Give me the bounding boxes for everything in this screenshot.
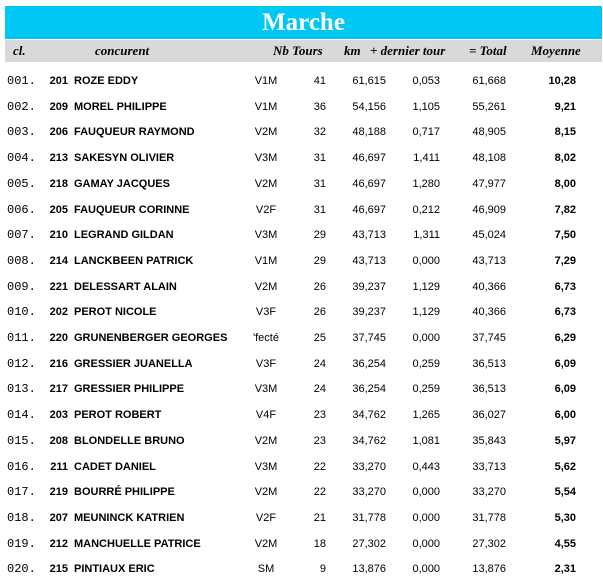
bib-number-cell: 207 (49, 511, 68, 524)
table-row (0, 250, 603, 275)
competitor-name-cell: GRESSIER JUANELLA (74, 357, 193, 370)
average-cell: 6,73 (554, 280, 576, 293)
laps-cell: 22 (313, 460, 326, 473)
category-cell: SM (257, 563, 275, 576)
rank-cell: 015. (7, 433, 36, 448)
laps-cell: 36 (313, 100, 326, 113)
rank-cell: 002. (7, 99, 36, 114)
laps-cell: 31 (313, 152, 326, 165)
average-cell: 5,54 (554, 486, 576, 499)
category-cell: V3M (254, 152, 278, 165)
laps-cell: 21 (313, 511, 326, 524)
total-cell: 33,713 (472, 460, 506, 473)
bib-number-cell: 206 (49, 126, 68, 139)
total-cell: 48,108 (472, 152, 506, 165)
bib-number-cell: 210 (49, 229, 68, 242)
last-lap-cell: 0,259 (412, 357, 440, 370)
competitor-name-cell: FAUQUEUR CORINNE (74, 203, 190, 216)
total-cell: 55,261 (472, 100, 506, 113)
table-row (0, 96, 603, 121)
last-lap-cell: 0,000 (412, 511, 440, 524)
last-lap-cell: 0,053 (412, 75, 440, 87)
average-cell: 8,00 (554, 177, 576, 190)
header-rank: cl. (13, 43, 26, 58)
category-cell: V2M (254, 126, 278, 139)
km-cell: 33,270 (352, 486, 386, 499)
last-lap-cell: 0,443 (412, 460, 440, 473)
rank-cell: 005. (7, 176, 36, 191)
laps-cell: 29 (313, 229, 326, 242)
last-lap-cell: 1,105 (412, 100, 440, 113)
laps-cell: 29 (313, 254, 326, 267)
total-cell: 40,366 (472, 280, 506, 293)
km-cell: 46,697 (352, 177, 386, 190)
bib-number-cell: 217 (49, 383, 68, 396)
total-cell: 46,909 (472, 203, 506, 216)
last-lap-cell: 1,265 (412, 409, 440, 422)
category-cell: V2M (254, 177, 278, 190)
competitor-name-cell: CADET DANIEL (74, 460, 156, 473)
page-title: Marche (262, 8, 345, 36)
average-cell: 4,55 (554, 537, 576, 550)
total-cell: 43,713 (472, 254, 506, 267)
km-cell: 43,713 (352, 254, 386, 267)
competitor-name-cell: PEROT ROBERT (74, 409, 162, 422)
category-cell: V4F (255, 409, 277, 422)
average-cell: 5,30 (554, 511, 576, 524)
laps-cell: 41 (313, 75, 326, 87)
rank-cell: 009. (7, 279, 36, 294)
average-cell: 7,29 (554, 254, 576, 267)
table-row (0, 404, 603, 429)
bib-number-cell: 221 (49, 280, 68, 293)
competitor-name-cell: BOURRÉ PHILIPPE (74, 486, 175, 499)
rank-cell: 007. (7, 228, 36, 243)
km-cell: 43,713 (352, 229, 386, 242)
rank-cell: 010. (7, 305, 36, 320)
average-cell: 6,09 (554, 383, 576, 396)
rank-cell: 012. (7, 356, 36, 371)
rank-cell: 011. (7, 331, 36, 345)
rank-cell: 016. (7, 459, 36, 474)
bib-number-cell: 214 (49, 254, 68, 267)
bib-number-cell: 209 (49, 100, 68, 113)
competitor-name-cell: MANCHUELLE PATRICE (74, 537, 201, 550)
average-cell: 8,15 (554, 126, 576, 139)
laps-cell: 24 (313, 383, 326, 396)
last-lap-cell: 0,212 (412, 203, 440, 216)
table-row (0, 147, 603, 172)
laps-cell: 23 (313, 409, 326, 422)
last-lap-cell: 1,311 (413, 229, 440, 242)
table-row (0, 533, 603, 558)
table-row (0, 558, 603, 583)
rank-cell: 013. (7, 382, 36, 397)
total-cell: 31,778 (472, 511, 506, 524)
average-cell: 5,97 (554, 434, 576, 447)
category-cell: V2M (254, 434, 278, 447)
average-cell: 6,29 (554, 332, 576, 344)
average-cell: 10,28 (548, 75, 576, 87)
category-cell: V1M (254, 75, 278, 87)
bib-number-cell: 205 (49, 203, 68, 216)
competitor-name-cell: SAKESYN OLIVIER (74, 152, 175, 165)
km-cell: 33,270 (352, 460, 386, 473)
average-cell: 9,21 (554, 100, 576, 113)
table-row (0, 430, 603, 455)
bib-number-cell: 215 (49, 563, 68, 576)
bib-number-cell: 203 (49, 409, 68, 422)
rank-cell: 014. (7, 408, 36, 423)
bib-number-cell: 211 (50, 460, 68, 473)
category-cell: V1M (254, 254, 278, 267)
bib-number-cell: 218 (49, 177, 68, 190)
competitor-name-cell: FAUQUEUR RAYMOND (74, 126, 195, 139)
table-row (0, 199, 603, 224)
header-km: km (344, 43, 361, 58)
laps-cell: 25 (313, 332, 326, 344)
title-bar (5, 6, 602, 39)
rank-cell: 004. (7, 151, 36, 166)
bib-number-cell: 216 (49, 357, 68, 370)
last-lap-cell: 0,000 (412, 563, 440, 576)
total-cell: 45,024 (472, 229, 506, 242)
laps-cell: 26 (313, 280, 326, 293)
category-cell: V3F (255, 357, 277, 370)
bib-number-cell: 201 (49, 75, 68, 87)
laps-cell: 23 (313, 434, 326, 447)
competitor-name-cell: GRUNENBERGER GEORGES (74, 332, 228, 344)
rank-cell: 003. (7, 125, 36, 140)
total-cell: 36,513 (472, 383, 506, 396)
km-cell: 36,254 (352, 383, 386, 396)
category-cell: V2F (255, 511, 277, 524)
last-lap-cell: 1,081 (412, 434, 440, 447)
table-row (0, 481, 603, 506)
table-row (0, 173, 603, 198)
total-cell: 48,905 (472, 126, 506, 139)
category-cell: V3M (254, 383, 278, 396)
km-cell: 36,254 (352, 357, 386, 370)
laps-cell: 24 (313, 357, 326, 370)
average-cell: 6,73 (554, 306, 576, 319)
table-row (0, 353, 603, 378)
total-cell: 13,876 (472, 563, 506, 576)
km-cell: 34,762 (352, 409, 386, 422)
laps-cell: 9 (319, 563, 326, 576)
table-row (0, 327, 603, 352)
total-cell: 47,977 (472, 177, 506, 190)
header-concurrent: concurent (95, 43, 150, 58)
category-cell: 'fecté (253, 332, 279, 344)
competitor-name-cell: GRESSIER PHILIPPE (74, 383, 185, 396)
rank-cell: 019. (7, 536, 36, 551)
last-lap-cell: 0,717 (412, 126, 440, 139)
category-cell: V2M (254, 537, 278, 550)
competitor-name-cell: GAMAY JACQUES (74, 177, 170, 190)
table-row (0, 121, 603, 146)
average-cell: 2,31 (554, 563, 576, 576)
last-lap-cell: 1,280 (412, 177, 440, 190)
km-cell: 46,697 (352, 152, 386, 165)
last-lap-cell: 0,259 (412, 383, 440, 396)
header-total: = Total (469, 43, 507, 58)
km-cell: 37,745 (352, 332, 386, 344)
km-cell: 61,615 (352, 75, 386, 87)
total-cell: 61,668 (472, 75, 506, 87)
category-cell: V3M (254, 460, 278, 473)
bib-number-cell: 213 (49, 152, 68, 165)
laps-cell: 18 (313, 537, 326, 550)
km-cell: 48,188 (352, 126, 386, 139)
rank-cell: 008. (7, 253, 36, 268)
km-cell: 13,876 (352, 563, 386, 576)
last-lap-cell: 0,000 (412, 254, 440, 267)
category-cell: V2M (254, 486, 278, 499)
bib-number-cell: 208 (49, 434, 68, 447)
bib-number-cell: 219 (49, 486, 68, 499)
competitor-name-cell: PEROT NICOLE (74, 306, 157, 319)
km-cell: 34,762 (352, 434, 386, 447)
laps-cell: 31 (313, 177, 326, 190)
table-row (0, 507, 603, 532)
header-dernier: + dernier tour (370, 43, 446, 58)
bib-number-cell: 202 (49, 306, 68, 319)
table-header (5, 40, 602, 62)
average-cell: 6,09 (554, 357, 576, 370)
bib-number-cell: 212 (49, 537, 68, 550)
category-cell: V3M (254, 229, 278, 242)
last-lap-cell: 1,411 (413, 152, 440, 165)
total-cell: 33,270 (472, 486, 506, 499)
average-cell: 8,02 (554, 152, 576, 165)
table-row (0, 301, 603, 326)
total-cell: 27,302 (472, 537, 506, 550)
table-row (0, 224, 603, 249)
table-row (0, 456, 603, 481)
rank-cell: 001. (7, 74, 36, 88)
rank-cell: 017. (7, 485, 36, 500)
average-cell: 5,62 (554, 460, 576, 473)
competitor-name-cell: PINTIAUX ERIC (74, 563, 155, 576)
category-cell: V2F (255, 203, 277, 216)
total-cell: 37,745 (472, 332, 506, 344)
average-cell: 7,82 (554, 203, 576, 216)
competitor-name-cell: MOREL PHILIPPE (74, 100, 167, 113)
laps-cell: 26 (313, 306, 326, 319)
competitor-name-cell: BLONDELLE BRUNO (74, 434, 185, 447)
last-lap-cell: 0,000 (412, 537, 440, 550)
km-cell: 31,778 (352, 511, 386, 524)
km-cell: 39,237 (352, 306, 386, 319)
rank-cell: 018. (7, 510, 36, 525)
last-lap-cell: 1,129 (412, 280, 440, 293)
km-cell: 39,237 (352, 280, 386, 293)
table-row (0, 70, 603, 95)
km-cell: 46,697 (352, 203, 386, 216)
table-row (0, 378, 603, 403)
average-cell: 7,50 (554, 229, 576, 242)
competitor-name-cell: ROZE EDDY (74, 75, 139, 87)
laps-cell: 31 (313, 203, 326, 216)
last-lap-cell: 0,000 (412, 332, 440, 344)
rank-cell: 006. (7, 202, 36, 217)
laps-cell: 32 (313, 126, 326, 139)
category-cell: V3F (255, 306, 277, 319)
laps-cell: 22 (313, 486, 326, 499)
total-cell: 40,366 (472, 306, 506, 319)
competitor-name-cell: LEGRAND GILDAN (74, 229, 174, 242)
category-cell: V1M (254, 100, 278, 113)
bib-number-cell: 220 (49, 332, 68, 344)
total-cell: 35,843 (472, 434, 506, 447)
competitor-name-cell: MEUNINCK KATRIEN (74, 511, 185, 524)
total-cell: 36,027 (472, 409, 506, 422)
category-cell: V2M (254, 280, 278, 293)
rank-cell: 020. (7, 562, 36, 577)
km-cell: 54,156 (352, 100, 386, 113)
km-cell: 27,302 (352, 537, 386, 550)
competitor-name-cell: DELESSART ALAIN (74, 280, 177, 293)
header-tours: Nb Tours (273, 43, 323, 58)
last-lap-cell: 0,000 (412, 486, 440, 499)
table-row (0, 276, 603, 301)
average-cell: 6,00 (554, 409, 576, 422)
last-lap-cell: 1,129 (412, 306, 440, 319)
total-cell: 36,513 (472, 357, 506, 370)
header-moyenne: Moyenne (531, 43, 581, 58)
competitor-name-cell: LANCKBEEN PATRICK (74, 254, 194, 267)
